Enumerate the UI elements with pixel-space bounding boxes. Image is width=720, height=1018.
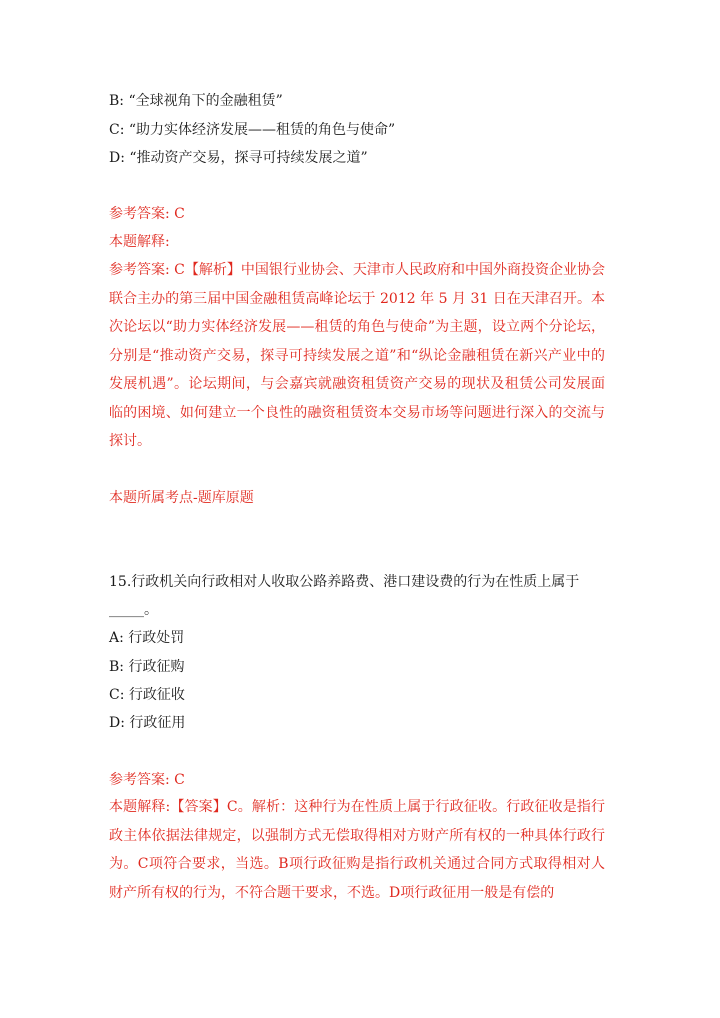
q15-option-b: B: 行政征购 xyxy=(109,659,185,675)
q14-option-c: C: “助力实体经济发展——租赁的角色与使命” xyxy=(109,122,396,138)
q14-explanation: 参考答案: C【解析】中国银行业协会、天津市人民政府和中国外商投资企业协会联合主办的第三届中国金融租赁高峰论坛于 2012 年 5 月 31 日在天津召开。本次论坛以“助力实体经济发展——租赁的角色与使命”为主题，设立两个分论坛，分别是“推动资产交易，探寻可持续发展之道”和“纵论金融租赁在新兴产业中的发展机遇”。论坛期间，与会嘉宾就融资租赁资产交易的现状及租赁公司发展面临的困境、如何建立一个良性的融资租赁资本交易市场等问题进行深入的交流与探讨。 xyxy=(109,262,605,449)
q15-answer-blank: _____。 xyxy=(109,602,158,618)
q15-option-a: A: 行政处罚 xyxy=(109,630,185,646)
q14-explanation-label: 本题解释: xyxy=(109,234,170,250)
q15-option-c: C: 行政征收 xyxy=(109,687,185,703)
q14-answer: 参考答案: C xyxy=(109,206,185,222)
q14-option-d: D: “推动资产交易，探寻可持续发展之道” xyxy=(109,150,368,166)
q14-source: 本题所属考点-题库原题 xyxy=(109,490,254,506)
q14-option-b: B: “全球视角下的金融租赁” xyxy=(109,93,283,109)
q15-answer: 参考答案: C xyxy=(109,772,185,788)
q15-option-d: D: 行政征用 xyxy=(109,715,186,731)
q15-question: 15.行政机关向行政相对人收取公路养路费、港口建设费的行为在性质上属于 xyxy=(109,574,580,590)
q15-explanation: 本题解释:【答案】C。解析：这种行为在性质上属于行政征收。行政征收是指行政主体依据法律规定，以强制方式无偿取得相对方财产所有权的一种具体行政行为。C项符合要求，当选。B项行政征购是指行政机关通过合同方式取得相对人财产所有权的行为，不符合题干要求，不选。D项行政征用一般是有偿的 xyxy=(109,799,605,901)
